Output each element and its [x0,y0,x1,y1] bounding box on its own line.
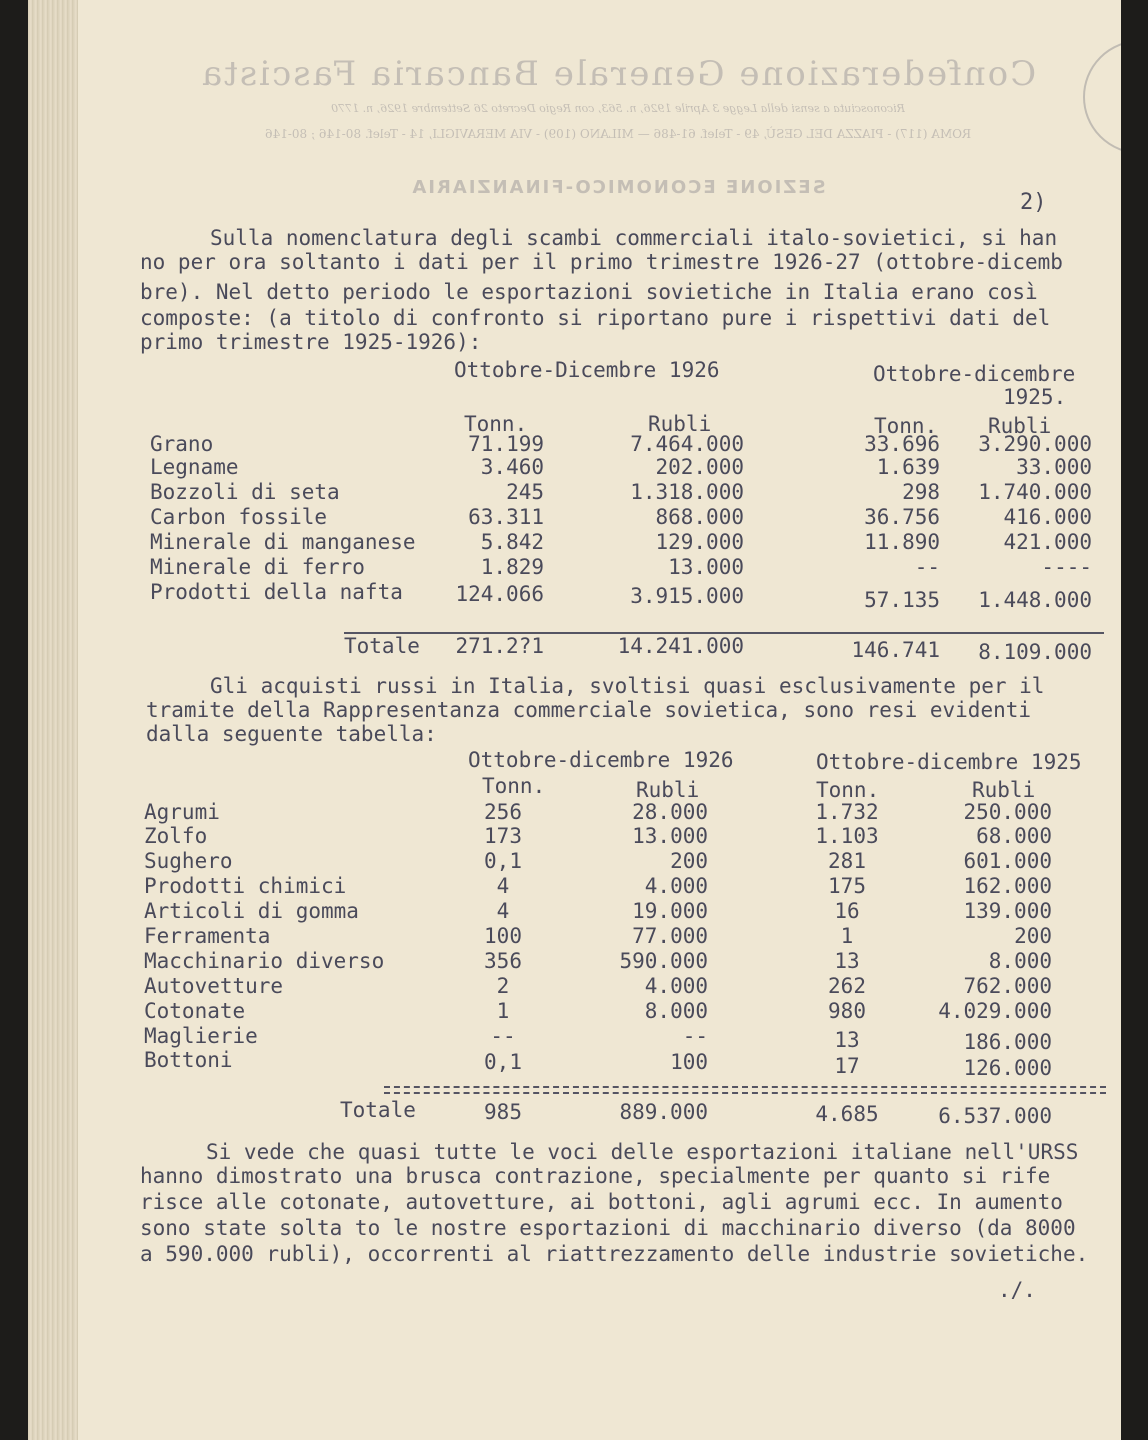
page-edge-stack [28,0,78,1440]
exports-rubli-1925: 3.290.000 [978,432,1092,456]
exports-tonn-1925: 57.135 [864,588,940,612]
exports-tonn-1926: 3.460 [480,455,544,479]
exports-rubli-1925: ---- [1041,555,1092,579]
letterhead-organization: Confederazione Generale Bancaria Fascista [199,54,1037,94]
exports-item: Grano [150,432,214,456]
imports-tonn-1925: 13 [834,1028,860,1052]
letterhead-addresses: ROMA (117) - PIAZZA DEL GESÙ, 49 - Telef. 61-486 — MILANO (109) - VIA MERAVIGLI, 14 - Telef. 80-146 ; 80-146 [264,127,972,141]
imports-rubli-1925: 601.000 [963,849,1052,873]
exports-rubli-1926: 3.915.000 [630,584,744,608]
exports-tonn-1925: 33.696 [864,432,940,456]
imports-rubli-1926: 19.000 [632,899,708,923]
closing-line: hanno dimostrato una brusca contrazione, specialmente per quanto si rife [140,1164,1051,1188]
closing-line: risce alle cotonate, autovetture, ai bottoni, agli agrumi ecc. In aumento [140,1190,1063,1214]
imports-rubli-1926: -- [682,1024,708,1048]
exports-item: Minerale di manganese [150,530,416,554]
imports-rubli-1925: 162.000 [963,874,1052,898]
imports-tonn-1925: 281 [828,849,866,873]
imports-rubli-1926: 590.000 [619,949,708,973]
imports-tonn-1926: -- [490,1024,516,1048]
intro-line: primo trimestre 1925-1926): [140,330,482,354]
letterhead-section: SEZIONE ECONOMICO-FINANZIARIA [410,177,826,198]
imports-rubli-1925: 762.000 [963,974,1052,998]
exports-tonn-1926: 1.829 [480,555,544,579]
exports-rubli-1926: 13.000 [668,555,744,579]
exports-rubli-1925: 416.000 [1003,505,1092,529]
imports-total-tonn-1926: 985 [484,1100,522,1124]
imports-col-tonn-1926: Tonn. [482,774,546,798]
imports-tonn-1925: 262 [828,974,866,998]
exports-period-1926: Ottobre-Dicembre 1926 [454,358,720,382]
exports-tonn-1925: 1.639 [876,455,940,479]
imports-tonn-1926: 4 [496,899,510,923]
exports-total-rubli-1926: 14.241.000 [617,634,744,658]
exports-col-rubli-1925: Rubli [988,414,1052,438]
imports-rubli-1926: 200 [670,849,708,873]
intro-line: bre). Nel detto periodo le esportazioni sovietiche in Italia erano così [140,280,1038,304]
intro-line: composte: (a titolo di confronto si riportano pure i rispettivi dati del [140,306,1051,330]
imports-rubli-1926: 4.000 [644,874,708,898]
exports-total-tonn-1925: 146.741 [851,638,940,662]
imports-item: Agrumi [144,800,220,824]
imports-col-rubli-1926: Rubli [636,778,700,802]
exports-tonn-1925: 298 [902,480,940,504]
imports-tonn-1925: 1.103 [815,824,879,848]
imports-rubli-1925: 8.000 [988,949,1052,973]
imports-item: Cotonate [144,999,246,1023]
imports-tonn-1926: 0,1 [484,1050,522,1074]
exports-item: Carbon fossile [150,505,328,529]
imports-rubli-1926: 100 [670,1050,708,1074]
exports-rubli-1926: 868.000 [655,505,744,529]
letterhead-seal-icon [1083,40,1121,154]
exports-col-rubli-1926: Rubli [648,412,712,436]
imports-item: Sughero [144,849,233,873]
mid-line: tramite della Rappresentanza commerciale sovietica, sono resi evidenti [146,698,1032,722]
imports-tonn-1926: 356 [484,949,522,973]
intro-line: Sulla nomenclatura degli scambi commerciali italo-sovietici, si han [210,226,1058,250]
imports-tonn-1926: 173 [484,824,522,848]
imports-tonn-1925: 13 [834,949,860,973]
exports-total-label: Totale [344,634,420,658]
imports-col-rubli-1925: Rubli [972,778,1036,802]
exports-rubli-1926: 7.464.000 [630,432,744,456]
exports-item: Legname [150,455,239,479]
closing-line: sono state solta to le nostre esportazioni di macchinario diverso (da 8000 [140,1216,1076,1240]
imports-total-rule [384,1092,1106,1094]
imports-rubli-1925: 250.000 [963,800,1052,824]
exports-tonn-1926: 245 [506,480,544,504]
imports-rubli-1926: 13.000 [632,824,708,848]
imports-period-1926: Ottobre-dicembre 1926 [468,748,734,772]
exports-rubli-1925: 33.000 [1016,455,1092,479]
imports-total-label: Totale [340,1098,416,1122]
exports-col-tonn-1926: Tonn. [464,412,528,436]
exports-rubli-1925: 1.740.000 [978,480,1092,504]
imports-total-rubli-1926: 889.000 [619,1100,708,1124]
imports-rubli-1925: 126.000 [963,1056,1052,1080]
mid-line: dalla seguente tabella: [146,722,437,746]
imports-rubli-1925: 139.000 [963,899,1052,923]
exports-tonn-1926: 5.842 [480,530,544,554]
imports-item: Maglierie [144,1024,258,1048]
imports-tonn-1925: 1.732 [815,800,879,824]
imports-item: Bottoni [144,1048,233,1072]
imports-tonn-1925: 16 [834,899,860,923]
exports-tonn-1926: 124.066 [455,582,544,606]
closing-line: Si vede che quasi tutte le voci delle esportazioni italiane nell'URSS [206,1140,1079,1164]
imports-item: Zolfo [144,824,208,848]
imports-tonn-1925: 1 [840,924,854,948]
exports-tonn-1926: 63.311 [468,505,544,529]
imports-item: Autovetture [144,974,284,998]
imports-tonn-1926: 1 [496,999,510,1023]
imports-rubli-1925: 186.000 [963,1030,1052,1054]
exports-tonn-1925: 36.756 [864,505,940,529]
exports-rubli-1926: 129.000 [655,530,744,554]
imports-tonn-1926: 100 [484,924,522,948]
imports-rubli-1926: 4.000 [644,974,708,998]
document-page [28,0,1121,1440]
exports-item: Minerale di ferro [150,555,365,579]
imports-item: Articoli di gomma [144,899,359,923]
exports-tonn-1926: 71.199 [468,432,544,456]
imports-total-tonn-1925: 4.685 [815,1102,879,1126]
imports-rubli-1926: 77.000 [632,924,708,948]
imports-tonn-1926: 256 [484,800,522,824]
letterhead-note: Riconosciuta a sensi della Legge 3 Aprile 1926, n. 563, con Regio Decreto 26 Settembre 1926, n. 1770 [331,102,905,115]
exports-rubli-1925: 421.000 [1003,530,1092,554]
imports-tonn-1925: 17 [834,1054,860,1078]
exports-tonn-1925: -- [914,555,940,579]
exports-item: Bozzoli di seta [150,480,340,504]
imports-tonn-1925: 980 [828,999,866,1023]
imports-tonn-1925: 175 [828,874,866,898]
exports-item: Prodotti della nafta [150,580,403,604]
letterhead-bleedthrough [188,50,1048,220]
page-number: 2) [1020,190,1047,215]
imports-total-rule [384,1086,1106,1088]
imports-tonn-1926: 4 [496,874,510,898]
closing-line: a 590.000 rubli), occorrenti al riattrezzamento delle industrie sovietiche. [140,1242,1089,1266]
exports-col-tonn-1925: Tonn. [874,414,938,438]
intro-line: no per ora soltanto i dati per il primo trimestre 1926-27 (ottobre-dicemb [140,250,1063,274]
imports-col-tonn-1925: Tonn. [816,778,880,802]
imports-period-1925: Ottobre-dicembre 1925 [816,750,1082,774]
exports-period-1925-year: 1925. [1003,385,1067,409]
imports-item: Prodotti chimici [144,874,347,898]
imports-tonn-1926: 0,1 [484,849,522,873]
imports-rubli-1925: 68.000 [976,824,1052,848]
exports-period-1925: Ottobre-dicembre [873,362,1076,386]
exports-rubli-1926: 1.318.000 [630,480,744,504]
exports-rubli-1926: 202.000 [655,455,744,479]
exports-total-rubli-1925: 8.109.000 [978,640,1092,664]
imports-tonn-1926: 2 [496,974,510,998]
imports-rubli-1925: 200 [1014,924,1052,948]
imports-item: Macchinario diverso [144,949,385,973]
imports-rubli-1926: 8.000 [644,999,708,1023]
imports-rubli-1925: 4.029.000 [938,999,1052,1023]
imports-rubli-1926: 28.000 [632,800,708,824]
end-mark: ./. [998,1278,1036,1302]
exports-tonn-1925: 11.890 [864,530,940,554]
exports-rubli-1925: 1.448.000 [978,588,1092,612]
mid-line: Gli acquisti russi in Italia, svoltisi quasi esclusivamente per il [210,674,1045,698]
imports-item: Ferramenta [144,924,271,948]
exports-total-tonn-1926: 271.2?1 [455,634,544,658]
imports-total-rubli-1925: 6.537.000 [938,1104,1052,1128]
